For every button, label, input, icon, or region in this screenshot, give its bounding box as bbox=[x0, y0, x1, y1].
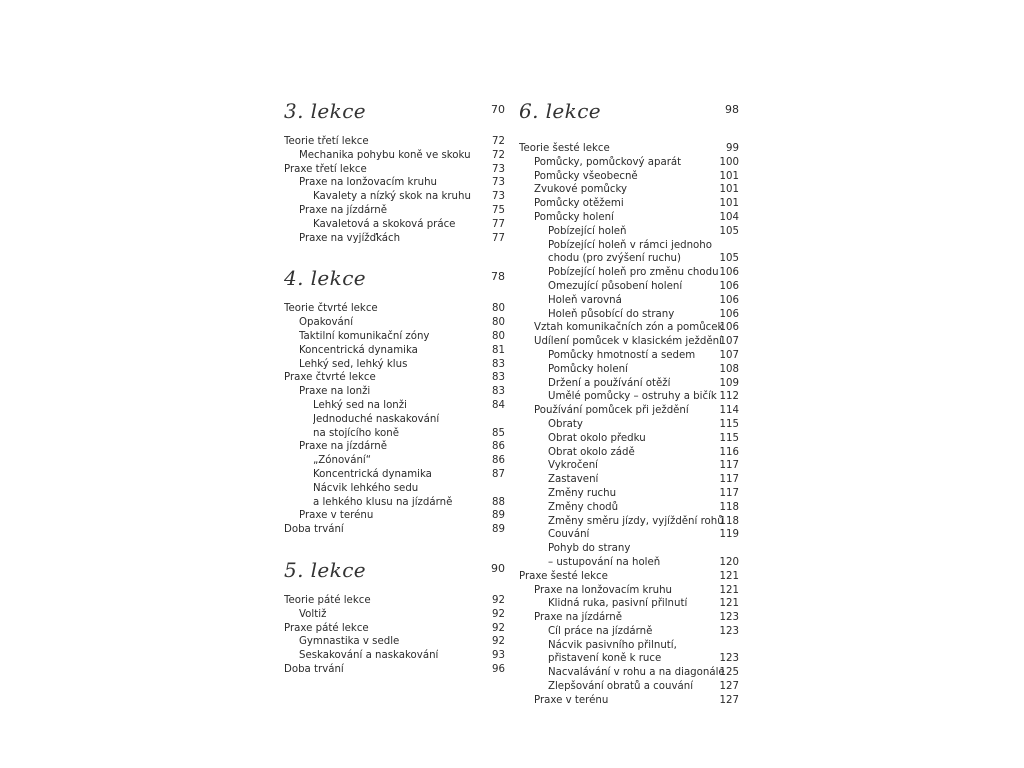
toc-entry bbox=[519, 418, 739, 432]
toc-entry-page: 100 bbox=[719, 156, 739, 168]
toc-entry bbox=[284, 509, 505, 523]
toc-entry bbox=[284, 413, 505, 427]
toc-entry-page: 88 bbox=[492, 496, 505, 508]
toc-entry-label: Omezující působení holení bbox=[548, 280, 683, 292]
toc-entry-page: 106 bbox=[719, 280, 739, 292]
toc-entry-label: Umělé pomůcky – ostruhy a bičík bbox=[548, 391, 717, 403]
toc-entry bbox=[284, 427, 505, 441]
toc-entry-page: 105 bbox=[719, 225, 739, 237]
toc-entry bbox=[519, 225, 739, 239]
lesson-title: 5. lekce bbox=[284, 557, 367, 582]
lesson-heading bbox=[284, 98, 505, 124]
toc-entry bbox=[284, 496, 505, 510]
toc-entry bbox=[519, 625, 739, 639]
toc-entry-label: Praxe na lonži bbox=[299, 386, 371, 398]
toc-entry-label: Holeň působící do strany bbox=[548, 308, 675, 320]
toc-entry-page: 92 bbox=[492, 608, 505, 620]
toc-entry-label: Nacvalávání v rohu a na diagonále bbox=[548, 667, 725, 679]
toc-entry-label: Praxe na lonžovacím kruhu bbox=[299, 177, 437, 189]
toc-entry bbox=[284, 149, 505, 163]
toc-entry-page: 118 bbox=[719, 501, 739, 513]
toc-entry-label: na stojícího koně bbox=[313, 427, 399, 439]
toc-entry-label: Praxe v terénu bbox=[534, 694, 609, 706]
toc-entry-page: 77 bbox=[492, 232, 505, 244]
toc-entry-page: 115 bbox=[719, 418, 739, 430]
lesson-title: 6. lekce bbox=[519, 99, 602, 123]
toc-entry-label: Vykročení bbox=[548, 460, 598, 472]
toc-entry-label: Praxe na lonžovacím kruhu bbox=[534, 584, 672, 596]
toc-entry bbox=[519, 597, 739, 611]
toc-entry-label: Voltiž bbox=[299, 608, 327, 620]
toc-entry-label: Kavaletová a skoková práce bbox=[313, 218, 456, 230]
toc-entry bbox=[519, 446, 739, 460]
toc-entry-label: Obrat okolo předku bbox=[548, 432, 646, 444]
toc-entry-label: Taktilní komunikační zóny bbox=[299, 330, 430, 342]
toc-entry-label: Pomůcky všeobecně bbox=[534, 170, 638, 182]
toc-entry-page: 121 bbox=[719, 584, 739, 596]
toc-entry bbox=[284, 385, 505, 399]
toc-entry-label: Koncentrická dynamika bbox=[313, 468, 432, 480]
toc-entry-label: Praxe v terénu bbox=[299, 510, 374, 522]
toc-entry bbox=[519, 501, 739, 515]
toc-entry bbox=[284, 454, 505, 468]
toc-entry-page: 73 bbox=[492, 177, 505, 189]
toc-entry-label: Klidná ruka, pasivní přilnutí bbox=[548, 598, 688, 610]
toc-entry-page: 77 bbox=[492, 218, 505, 230]
toc-entry-page: 80 bbox=[492, 317, 505, 329]
toc-entry-page: 125 bbox=[719, 667, 739, 679]
toc-entry-label: přistavení koně k ruce bbox=[548, 653, 662, 665]
toc-entry bbox=[284, 635, 505, 649]
toc-entry-page: 92 bbox=[492, 636, 505, 648]
toc-right-column bbox=[519, 98, 739, 708]
toc-entry-page: 101 bbox=[719, 184, 739, 196]
toc-entry bbox=[519, 183, 739, 197]
toc-entry-page: 117 bbox=[719, 487, 739, 499]
toc-entry-page: 92 bbox=[492, 622, 505, 634]
lesson-section bbox=[519, 98, 739, 708]
toc-entry-page: 72 bbox=[492, 149, 505, 161]
toc-entry bbox=[519, 239, 739, 253]
toc-entry bbox=[519, 377, 739, 391]
toc-entry bbox=[284, 468, 505, 482]
toc-entry-label: Pomůcky, pomůckový aparát bbox=[534, 156, 682, 168]
toc-entry-label: Pobízející holeň v rámci jednoho bbox=[548, 239, 712, 251]
toc-entry bbox=[284, 482, 505, 496]
toc-entry bbox=[284, 135, 505, 149]
toc-entry-label: Zvukové pomůcky bbox=[534, 184, 628, 196]
toc-entry-page: 106 bbox=[719, 294, 739, 306]
toc-entry-page: 107 bbox=[719, 349, 739, 361]
toc-entry-page: 92 bbox=[492, 594, 505, 606]
toc-entry-page: 73 bbox=[492, 163, 505, 175]
toc-entry bbox=[284, 344, 505, 358]
toc-entry-label: Gymnastika v sedle bbox=[299, 636, 400, 648]
toc-entry-label: Lehký sed na lonži bbox=[313, 399, 407, 411]
toc-entry-label: Koncentrická dynamika bbox=[299, 344, 418, 356]
lesson-page-number: 70 bbox=[491, 103, 505, 116]
toc-entry-label: Používání pomůcek při ježdění bbox=[534, 405, 689, 417]
toc-entry-label: Praxe na jízdárně bbox=[299, 204, 388, 216]
toc-entry-label: Obraty bbox=[548, 418, 583, 430]
lesson-section bbox=[284, 98, 505, 245]
toc-entry-page: 72 bbox=[492, 136, 505, 147]
toc-entry bbox=[519, 404, 739, 418]
toc-entry-page: 117 bbox=[719, 460, 739, 472]
toc-entry-label: – ustupování na holeň bbox=[548, 556, 661, 568]
toc-entry-page: 120 bbox=[719, 556, 739, 568]
toc-entry-label: Cíl práce na jízdárně bbox=[548, 625, 653, 637]
toc-entry-label: Couvání bbox=[548, 529, 590, 541]
lesson-heading bbox=[284, 265, 505, 291]
toc-entry-page: 96 bbox=[492, 663, 505, 675]
toc-entry-label: Praxe na jízdárně bbox=[299, 441, 388, 453]
toc-entry-page: 83 bbox=[492, 372, 505, 384]
toc-entry bbox=[519, 197, 739, 211]
toc-entry-page: 108 bbox=[719, 363, 739, 375]
toc-entry bbox=[519, 515, 739, 529]
toc-entry bbox=[519, 142, 739, 156]
toc-entry-label: Nácvik pasivního přilnutí, bbox=[548, 639, 677, 651]
toc-entry bbox=[519, 652, 739, 666]
toc-entry-page: 87 bbox=[492, 468, 505, 480]
toc-entry bbox=[284, 302, 505, 316]
toc-entry-list bbox=[284, 302, 505, 537]
toc-entry-page: 80 bbox=[492, 330, 505, 342]
toc-entry-label: Změny ruchu bbox=[548, 487, 617, 499]
toc-entry-label: Teorie páté lekce bbox=[284, 594, 371, 606]
toc-entry-page: 83 bbox=[492, 358, 505, 370]
toc-entry bbox=[519, 542, 739, 556]
toc-entry-label: Lehký sed, lehký klus bbox=[299, 358, 408, 370]
toc-entry-page: 123 bbox=[719, 625, 739, 637]
lesson-page-number: 98 bbox=[725, 103, 739, 116]
toc-entry-label: Pomůcky holení bbox=[534, 211, 614, 223]
toc-entry-label: Praxe na jízdárně bbox=[534, 612, 623, 624]
toc-entry bbox=[519, 266, 739, 280]
toc-entry-label: Pobízející holeň bbox=[548, 225, 627, 237]
toc-entry bbox=[519, 459, 739, 473]
toc-entry-label: Doba trvání bbox=[284, 524, 344, 536]
toc-entry-page: 89 bbox=[492, 524, 505, 536]
toc-entry bbox=[519, 570, 739, 584]
toc-entry-page: 121 bbox=[719, 570, 739, 582]
toc-entry bbox=[519, 335, 739, 349]
toc-entry-label: Jednoduché naskakování bbox=[313, 413, 440, 425]
toc-entry-label: Držení a používání otěží bbox=[548, 377, 671, 389]
toc-entry bbox=[284, 663, 505, 677]
lesson-heading bbox=[284, 557, 505, 583]
toc-entry bbox=[284, 330, 505, 344]
toc-entry-page: 114 bbox=[719, 405, 739, 417]
toc-entry bbox=[284, 594, 505, 608]
toc-entry-page: 123 bbox=[719, 612, 739, 624]
toc-entry-label: Teorie třetí lekce bbox=[284, 136, 369, 147]
toc-entry bbox=[519, 680, 739, 694]
toc-entry-label: Pomůcky hmotností a sedem bbox=[548, 349, 696, 361]
toc-entry-page: 75 bbox=[492, 204, 505, 216]
toc-entry-label: Nácvik lehkého sedu bbox=[313, 482, 419, 494]
toc-entry bbox=[519, 390, 739, 404]
toc-entry-label: Praxe na vyjížďkách bbox=[299, 232, 401, 244]
toc-entry-page: 107 bbox=[719, 336, 739, 348]
toc-entry-page: 106 bbox=[719, 267, 739, 279]
toc-entry-label: Praxe šesté lekce bbox=[519, 570, 608, 582]
toc-entry bbox=[284, 440, 505, 454]
toc-entry bbox=[284, 649, 505, 663]
toc-entry bbox=[284, 622, 505, 636]
toc-entry-page: 81 bbox=[492, 344, 505, 356]
toc-entry bbox=[519, 321, 739, 335]
toc-entry bbox=[519, 211, 739, 225]
toc-entry bbox=[284, 608, 505, 622]
toc-entry bbox=[519, 473, 739, 487]
toc-entry bbox=[284, 399, 505, 413]
toc-entry-label: Obrat okolo zádě bbox=[548, 446, 635, 458]
toc-entry-label: Pomůcky holení bbox=[548, 363, 628, 375]
toc-entry-page: 84 bbox=[492, 399, 505, 411]
toc-entry bbox=[519, 584, 739, 598]
toc-entry-label: Opakování bbox=[299, 317, 354, 329]
toc-entry-page: 86 bbox=[492, 455, 505, 467]
toc-entry bbox=[284, 204, 505, 218]
toc-entry-label: Praxe čtvrté lekce bbox=[284, 372, 376, 384]
toc-entry-page: 83 bbox=[492, 386, 505, 398]
toc-entry-page: 80 bbox=[492, 303, 505, 315]
lesson-heading bbox=[519, 98, 739, 124]
toc-entry-page: 99 bbox=[726, 143, 739, 154]
toc-entry-list bbox=[284, 135, 505, 245]
lesson-page-number: 90 bbox=[491, 561, 505, 575]
toc-entry-page: 116 bbox=[719, 446, 739, 458]
toc-entry bbox=[519, 528, 739, 542]
toc-entry-page: 117 bbox=[719, 474, 739, 486]
toc-entry-page: 115 bbox=[719, 432, 739, 444]
toc-entry-page: 73 bbox=[492, 191, 505, 203]
toc-entry bbox=[519, 308, 739, 322]
toc-entry-page: 101 bbox=[719, 170, 739, 182]
toc-entry bbox=[519, 694, 739, 708]
toc-entry-label: Pomůcky otěžemi bbox=[534, 198, 624, 210]
toc-entry bbox=[519, 487, 739, 501]
toc-entry bbox=[284, 163, 505, 177]
lesson-page-number: 78 bbox=[491, 270, 505, 284]
toc-entry bbox=[284, 523, 505, 537]
toc-entry-label: Zastavení bbox=[548, 474, 599, 486]
toc-entry-page: 93 bbox=[492, 650, 505, 662]
toc-entry-label: Teorie čtvrté lekce bbox=[284, 303, 378, 315]
toc-entry-page: 106 bbox=[719, 322, 739, 334]
lesson-title: 3. lekce bbox=[284, 99, 367, 123]
toc-entry bbox=[519, 280, 739, 294]
toc-entry bbox=[284, 176, 505, 190]
lesson-section bbox=[284, 557, 505, 677]
toc-entry-page: 105 bbox=[719, 253, 739, 265]
toc-entry-label: Doba trvání bbox=[284, 663, 344, 675]
toc-entry-label: a lehkého klusu na jízdárně bbox=[313, 496, 453, 508]
toc-left-column bbox=[284, 98, 505, 677]
toc-entry-label: Praxe páté lekce bbox=[284, 622, 369, 634]
toc-entry-label: „Zónování“ bbox=[313, 455, 372, 467]
toc-entry bbox=[519, 363, 739, 377]
toc-entry bbox=[284, 358, 505, 372]
toc-entry-label: Seskakování a naskakování bbox=[299, 650, 439, 662]
toc-entry bbox=[519, 294, 739, 308]
toc-entry-label: Kavalety a nízký skok na kruhu bbox=[313, 191, 471, 203]
toc-entry-list bbox=[519, 142, 739, 708]
lesson-section bbox=[284, 265, 505, 537]
toc-entry-label: Změny směru jízdy, vyjíždění rohů bbox=[548, 515, 724, 527]
toc-entry-label: Zlepšování obratů a couvání bbox=[548, 681, 694, 693]
toc-entry bbox=[519, 156, 739, 170]
toc-entry-page: 109 bbox=[719, 377, 739, 389]
toc-entry-label: Změny chodů bbox=[548, 501, 619, 513]
toc-entry-label: Holeň varovná bbox=[548, 294, 622, 306]
toc-entry-label: chodu (pro zvýšení ruchu) bbox=[548, 253, 681, 265]
toc-entry-page: 121 bbox=[719, 598, 739, 610]
toc-entry bbox=[284, 316, 505, 330]
toc-entry-page: 86 bbox=[492, 441, 505, 453]
toc-entry-page: 127 bbox=[719, 694, 739, 706]
toc-entry-list bbox=[284, 594, 505, 677]
toc-entry bbox=[519, 611, 739, 625]
toc-entry bbox=[519, 349, 739, 363]
toc-entry bbox=[519, 432, 739, 446]
toc-entry-page: 118 bbox=[719, 515, 739, 527]
toc-entry bbox=[519, 556, 739, 570]
toc-entry bbox=[284, 232, 505, 246]
toc-entry-page: 112 bbox=[719, 391, 739, 403]
toc-entry-page: 127 bbox=[719, 681, 739, 693]
toc-entry-label: Vztah komunikačních zón a pomůcek bbox=[534, 322, 724, 334]
toc-entry bbox=[284, 190, 505, 204]
toc-entry bbox=[519, 639, 739, 653]
toc-entry-label: Udílení pomůcek v klasickém ježdění bbox=[534, 336, 722, 348]
toc-entry bbox=[519, 170, 739, 184]
lesson-title: 4. lekce bbox=[284, 266, 367, 291]
toc-entry-page: 123 bbox=[719, 653, 739, 665]
toc-entry-label: Pobízející holeň pro změnu chodu bbox=[548, 267, 719, 279]
toc-entry-label: Pohyb do strany bbox=[548, 543, 631, 555]
toc-entry-label: Teorie šesté lekce bbox=[519, 143, 610, 154]
toc-entry bbox=[519, 252, 739, 266]
toc-entry-page: 85 bbox=[492, 427, 505, 439]
toc-entry-label: Praxe třetí lekce bbox=[284, 163, 367, 175]
toc-entry bbox=[519, 666, 739, 680]
toc-entry-page: 101 bbox=[719, 198, 739, 210]
toc-entry bbox=[284, 371, 505, 385]
toc-entry-page: 119 bbox=[719, 529, 739, 541]
toc-entry bbox=[284, 218, 505, 232]
toc-entry-label: Mechanika pohybu koně ve skoku bbox=[299, 149, 471, 161]
toc-entry-page: 104 bbox=[719, 211, 739, 223]
toc-entry-page: 106 bbox=[719, 308, 739, 320]
toc-entry-page: 89 bbox=[492, 510, 505, 522]
